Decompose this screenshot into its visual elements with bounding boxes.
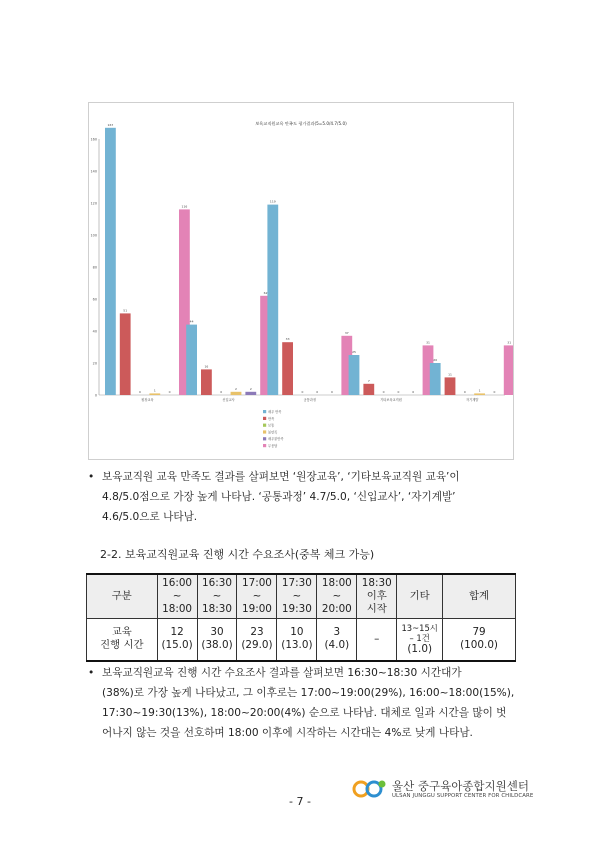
chart-canvas — [89, 103, 513, 459]
header-slot: 17:00 ~ 19:00 — [237, 574, 277, 618]
header-etc: 기타 — [397, 574, 443, 618]
x-tick-label: 신입교사 — [222, 398, 235, 402]
header-total: 합계 — [443, 574, 516, 618]
schedule-demand-table — [86, 573, 516, 662]
bar-value-label: 31 — [507, 340, 512, 345]
legend-swatch — [263, 430, 266, 433]
chart-bar — [231, 392, 242, 395]
table-row — [87, 618, 516, 661]
header-slot: 16:30 ~ 18:30 — [197, 574, 237, 618]
legend-label: 매우불만족 — [268, 437, 284, 442]
bar-value-label: 0 — [139, 390, 141, 394]
bar-value-label: 0 — [316, 390, 319, 394]
legend-swatch — [263, 424, 266, 427]
header-label: 구분 — [87, 574, 158, 618]
chart-bar — [349, 355, 360, 395]
bar-value-label: 16 — [204, 364, 209, 369]
bar-value-label: 2 — [235, 386, 237, 391]
chart-bar — [105, 128, 116, 395]
chart-bar — [504, 345, 513, 395]
center-name-english: ULSAN JUNGGU SUPPORT CENTER FOR CHILDCARE — [392, 793, 534, 799]
legend-label: 무응답 — [268, 444, 278, 448]
bar-value-label: 116 — [181, 204, 188, 209]
section-title: 2-2. 보육교직원교육 진행 시간 수요조사(중복 체크 가능) — [100, 548, 375, 561]
bar-value-label: 2 — [249, 386, 252, 391]
legend-label: 만족 — [268, 416, 275, 421]
bullet-symbol: • — [88, 471, 95, 483]
y-tick-label: 40 — [92, 329, 97, 334]
y-tick-label: 60 — [92, 297, 97, 302]
y-tick-label: 20 — [92, 361, 97, 366]
table-cell: – — [357, 618, 397, 661]
x-tick-label: 공통과정 — [303, 398, 316, 402]
bar-value-label: 0 — [382, 390, 385, 394]
summary-line: 4.6/5.0으로 나타남. — [102, 511, 198, 523]
center-name: 울산 중구육아종합지원센터 — [392, 779, 529, 793]
page-number: - 7 - — [289, 795, 311, 808]
summary-line: 17:30~19:30(13%), 18:00~20:00(4%) 순으로 나타남. 대체로 일과 시간을 많이 벗 — [102, 707, 507, 719]
bar-value-label: 33 — [285, 337, 290, 342]
row-label: 교육 진행 시간 — [87, 618, 158, 661]
chart-bar — [149, 393, 160, 395]
y-tick-label: 120 — [90, 201, 97, 206]
bar-value-label: 0 — [168, 390, 171, 394]
bar-value-label: 31 — [426, 340, 430, 345]
header-slot: 17:30 ~ 19:30 — [277, 574, 317, 618]
satisfaction-chart — [88, 102, 514, 460]
summary-line: 어나지 않는 것을 선호하며 18:00 이후에 시작하는 시간대는 4%로 낮게 나타남. — [102, 727, 473, 739]
table-header-row — [87, 574, 516, 618]
bullet-symbol: • — [88, 667, 95, 679]
bar-value-label: 119 — [269, 199, 276, 204]
table-cell-etc: 13~15시 – 1건 (1.0) — [397, 618, 443, 661]
x-tick-label: 원장교육 — [141, 398, 154, 402]
summary-line: (38%)로 가장 높게 나타났고, 그 이후로는 17:00~19:00(29%), 16:00~18:00(15%), — [102, 687, 515, 699]
legend-label: 보통 — [268, 423, 275, 428]
bar-value-label: 167 — [107, 122, 114, 127]
legend-swatch — [263, 444, 266, 447]
chart-bar — [430, 363, 441, 395]
summary-line: 보육교직원 교육 만족도 결과를 살펴보면 ‘원장교육’, ‘기타보육교직원 교육’이 — [102, 471, 460, 483]
schedule-summary — [88, 663, 528, 743]
bar-value-label: 0 — [220, 390, 223, 394]
legend-label: 매우 만족 — [268, 410, 282, 414]
y-tick-label: 160 — [90, 137, 97, 142]
y-tick-label: 140 — [90, 169, 97, 174]
table-cell: 3 (4.0) — [317, 618, 357, 661]
x-tick-label: 기타보육교직원 — [380, 398, 402, 402]
satisfaction-summary — [88, 467, 528, 527]
bar-value-label: 44 — [189, 319, 194, 324]
bar-value-label: 11 — [448, 372, 452, 377]
table-cell: 30 (38.0) — [197, 618, 237, 661]
chart-bar — [245, 392, 256, 395]
summary-line: 4.8/5.0점으로 가장 높게 나타남. ‘공통과정’ 4.7/5.0, ‘신입교사’, ‘자기계발’ — [102, 491, 456, 503]
bar-value-label: 0 — [301, 390, 304, 394]
bar-value-label: 0 — [463, 390, 466, 394]
table-cell: 23 (29.0) — [237, 618, 277, 661]
bar-value-label: 62 — [263, 290, 268, 295]
legend-swatch — [263, 417, 266, 420]
chart-bar — [363, 384, 374, 395]
bar-value-label: 0 — [493, 390, 496, 394]
chart-bar — [186, 325, 197, 395]
table-cell-total: 79 (100.0) — [443, 618, 516, 661]
bar-value-label: 37 — [344, 330, 349, 335]
table-cell: 10 (13.0) — [277, 618, 317, 661]
chart-bar — [474, 393, 485, 395]
bar-value-label: 25 — [352, 350, 356, 354]
bar-value-label: 20 — [433, 358, 438, 362]
bar-value-label: 0 — [397, 390, 400, 394]
bar-value-label: 0 — [412, 390, 415, 394]
bar-value-label: 7 — [367, 378, 370, 383]
x-tick-label: 자기계발 — [466, 398, 479, 402]
header-slot: 16:00 ~ 18:00 — [157, 574, 197, 618]
bar-value-label: 1 — [153, 388, 156, 393]
legend-swatch — [263, 437, 266, 440]
bar-value-label: 51 — [123, 308, 128, 313]
bar-value-label: 1 — [478, 388, 481, 393]
y-tick-label: 0 — [94, 393, 97, 398]
y-tick-label: 80 — [92, 265, 97, 270]
table-cell: 12 (15.0) — [157, 618, 197, 661]
chart-title: 보육교직원교육 만족도 평가결과(5=5.0/4.7/5.0) — [255, 121, 347, 126]
chart-bar — [445, 377, 456, 395]
y-tick-label: 100 — [90, 233, 97, 238]
header-slot: 18:00 ~ 20:00 — [317, 574, 357, 618]
chart-bar — [282, 342, 293, 395]
legend-swatch — [263, 410, 266, 413]
header-slot: 18:30 이후 시작 — [357, 574, 397, 618]
legend-label: 불만족 — [268, 430, 278, 435]
chart-bar — [267, 205, 278, 395]
bar-value-label: 0 — [331, 390, 333, 394]
chart-bar — [120, 313, 131, 395]
chart-bar — [201, 369, 212, 395]
summary-line: 보육교직원교육 진행 시간 수요조사 결과를 살펴보면 16:30~18:30 시간대가 — [102, 667, 462, 679]
